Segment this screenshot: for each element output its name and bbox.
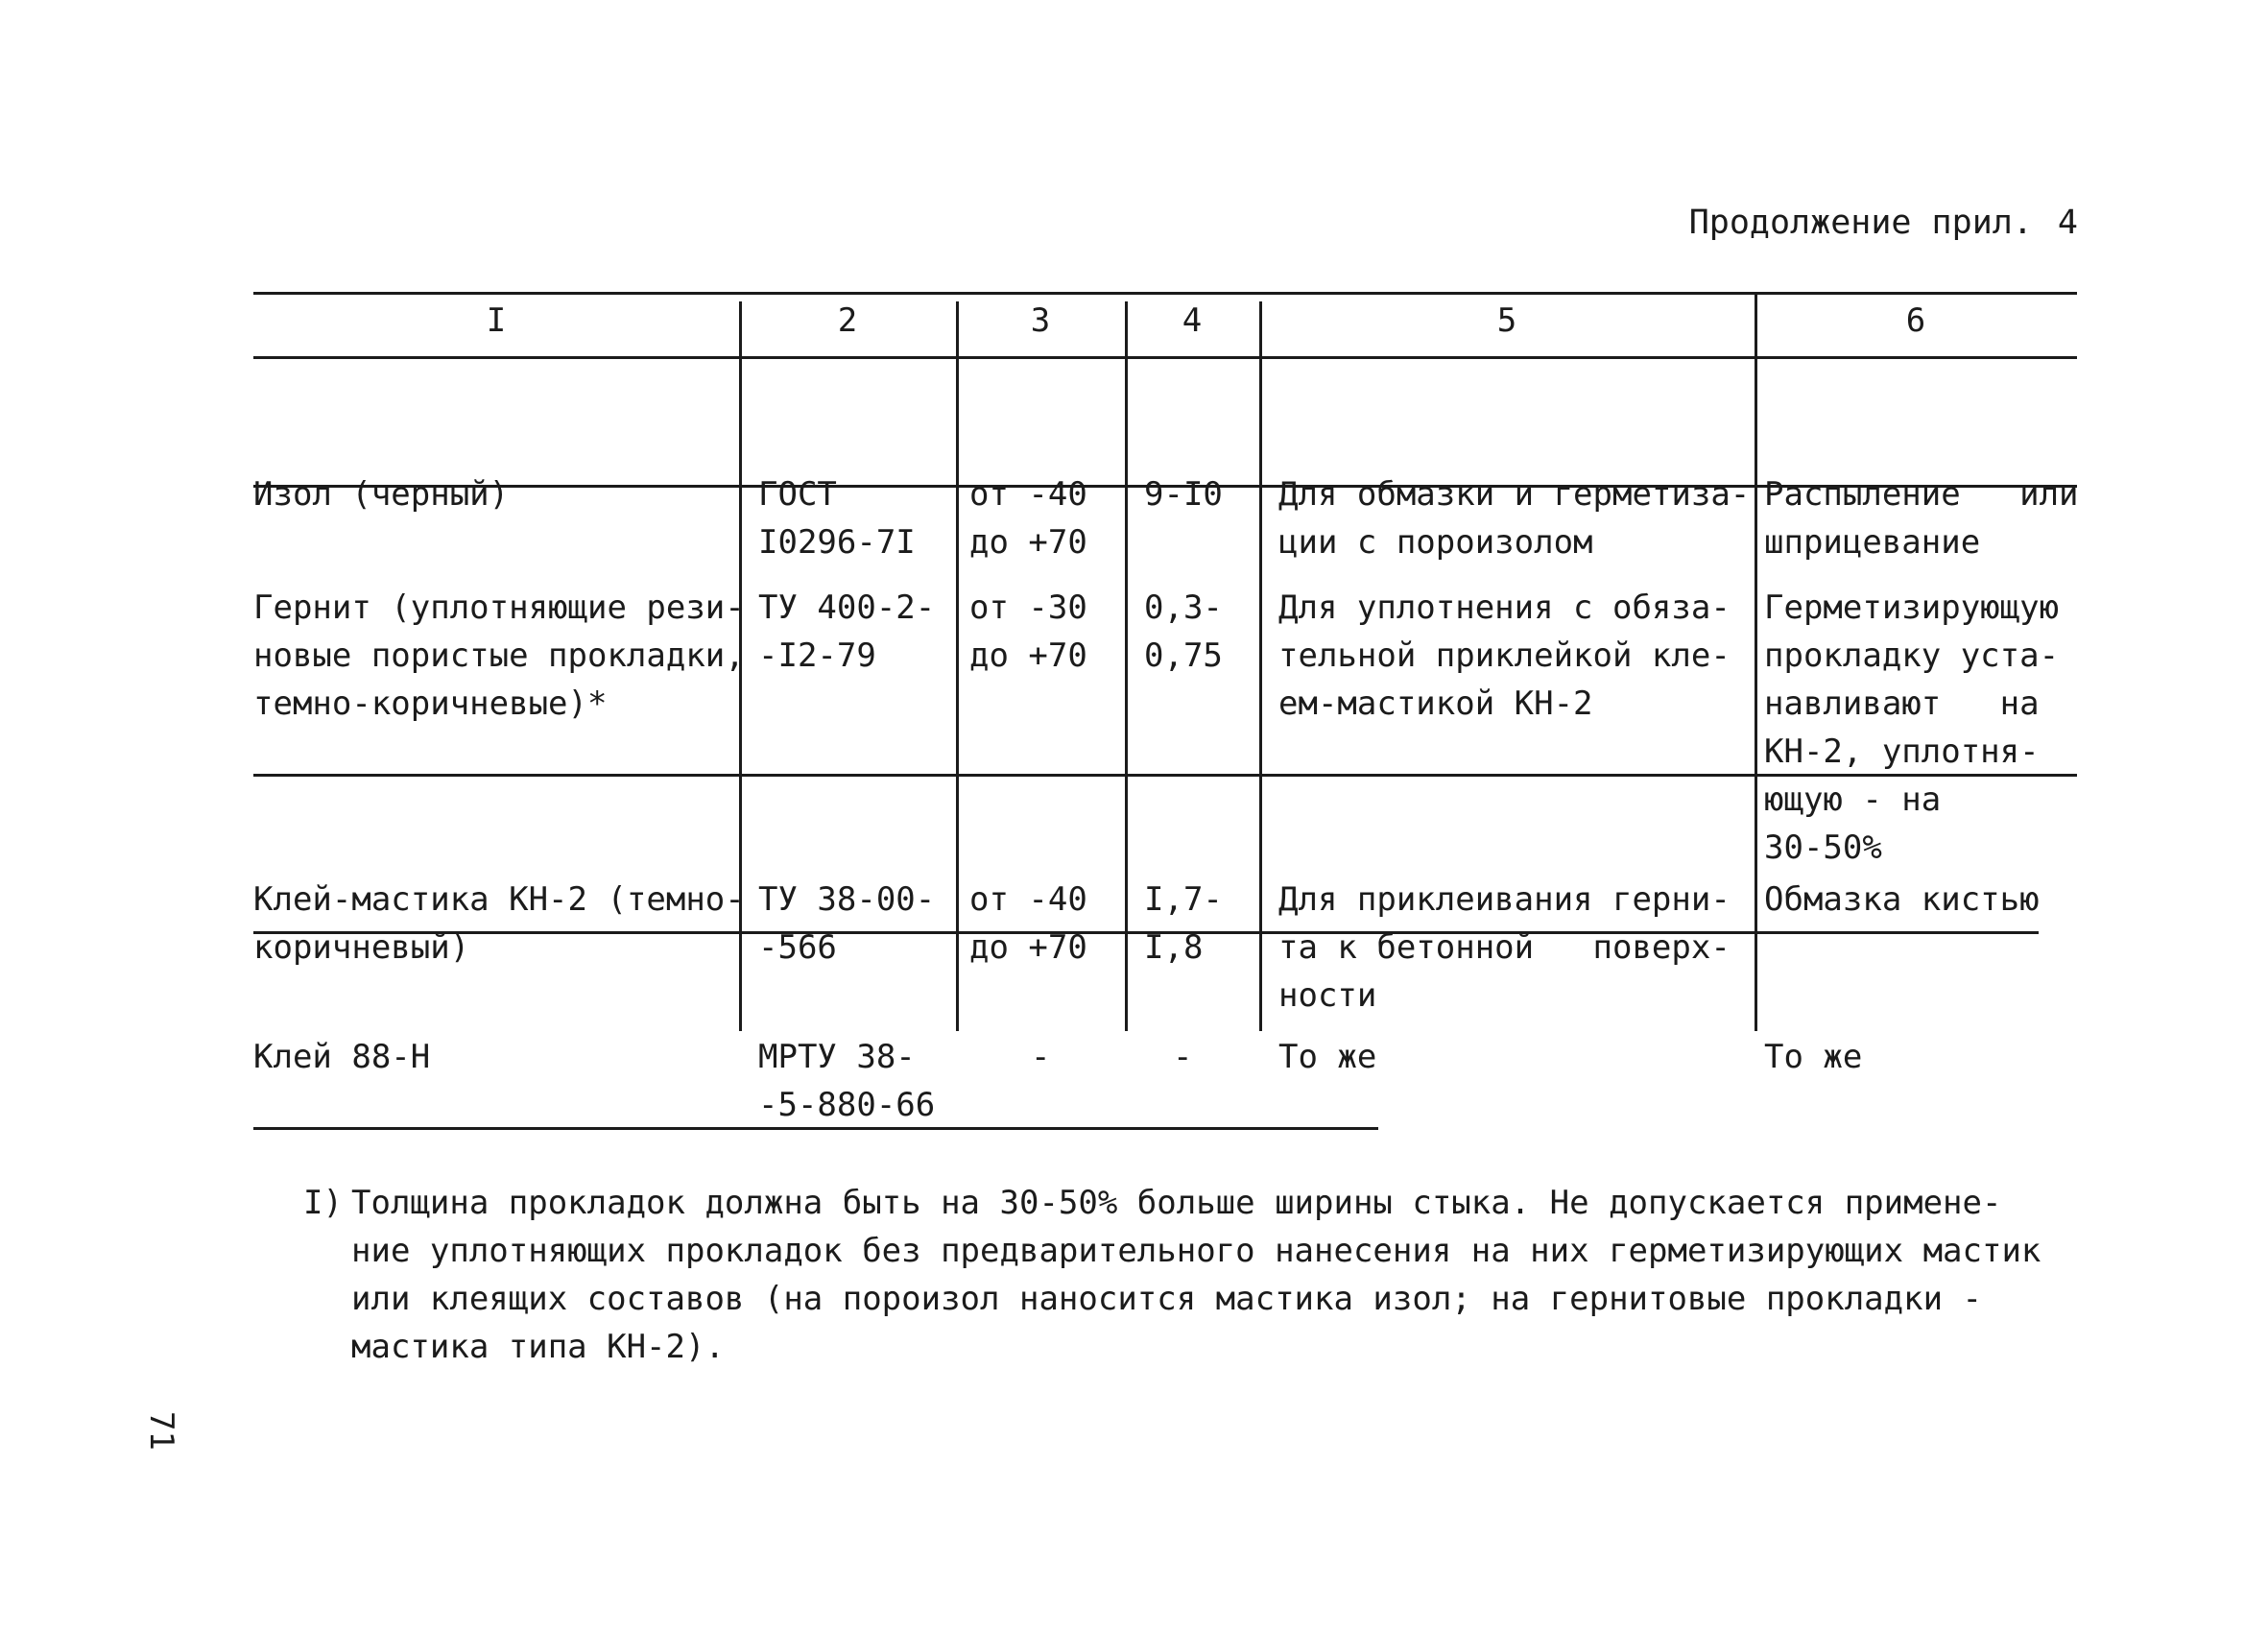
row2-col4: 0,3- 0,75 bbox=[1144, 588, 1223, 675]
col-divider-5 bbox=[1755, 292, 1757, 1031]
row4-material: Клей 88-Н bbox=[253, 1038, 431, 1076]
row2-purpose: Для уплотнения с обяза- тельной приклейкой кле- ем-мастикой КН-2 bbox=[1278, 588, 1731, 723]
row4-col4: - bbox=[1173, 1038, 1193, 1076]
continuation-header bbox=[1689, 204, 2078, 242]
materials-table bbox=[253, 292, 2079, 1124]
footnote-separator bbox=[253, 1127, 1378, 1130]
row3-temperature: от -40 до +70 bbox=[969, 880, 1087, 967]
row4-method: То же bbox=[1764, 1038, 1863, 1076]
header-bottom-rule bbox=[253, 356, 2077, 359]
row4-purpose: То же bbox=[1278, 1038, 1377, 1076]
row1-purpose: Для обмазки и герметиза- ции с пороизолом bbox=[1278, 475, 1751, 562]
row3-method: Обмазка кистью bbox=[1764, 880, 2040, 919]
page-number: 71 bbox=[142, 1411, 180, 1451]
footnote bbox=[303, 1179, 2079, 1371]
row2-standard: ТУ 400-2- -I2-79 bbox=[758, 588, 936, 675]
col-divider-3 bbox=[1125, 301, 1128, 1031]
col-header-4: 4 bbox=[1182, 301, 1203, 340]
col-header-5: 5 bbox=[1496, 301, 1517, 340]
col-header-2: 2 bbox=[837, 301, 858, 340]
row1-temperature: от -40 до +70 bbox=[969, 475, 1087, 562]
footnote-marker: I) bbox=[303, 1184, 343, 1222]
footnote-line: Толщина прокладок должна быть на 30-50% больше ширины стыка. Не допускается примене- bbox=[351, 1184, 2002, 1222]
row3-purpose: Для приклеивания герни- та к бетонной поверх- ности bbox=[1278, 880, 1731, 1015]
header-number: 4 bbox=[2057, 204, 2078, 242]
col-header-1: I bbox=[486, 301, 507, 340]
table-top-rule bbox=[253, 292, 2077, 295]
row2-temperature: от -30 до +70 bbox=[969, 588, 1087, 675]
row1-col4: 9-I0 bbox=[1144, 475, 1223, 514]
row1-material: Изол (черный) bbox=[253, 475, 510, 514]
col-header-3: 3 bbox=[1030, 301, 1051, 340]
row2-method: Герметизирующую прокладку уста- навливают на КН-2, уплотня- ющую - на 30-50% bbox=[1764, 588, 2060, 867]
row3-col4: I,7- I,8 bbox=[1144, 880, 1223, 967]
row1-standard: ГОСТ I0296-7I bbox=[758, 475, 916, 562]
row2-material: Гернит (уплотняющие рези- новые пористые прокладки, темно-коричневые)* bbox=[253, 588, 745, 723]
row3-material: Клей-мастика КН-2 (темно- коричневый) bbox=[253, 880, 745, 967]
footnote-line: ние уплотняющих прокладок без предварительного нанесения на них герметизирующих мастик bbox=[351, 1232, 2041, 1270]
row4-temperature: - bbox=[1031, 1038, 1051, 1076]
header-caption: Продолжение прил. bbox=[1688, 204, 2033, 242]
row4-standard: МРТУ 38- -5-880-66 bbox=[758, 1038, 936, 1124]
footnote-line: мастика типа КН-2). bbox=[351, 1328, 725, 1366]
row1-method: Распыление или шприцевание bbox=[1764, 475, 2079, 562]
row3-standard: ТУ 38-00- -566 bbox=[758, 880, 936, 967]
col-header-6: 6 bbox=[1905, 301, 1926, 340]
footnote-line: или клеящих составов (на пороизол наносится мастика изол; на гернитовые прокладки - bbox=[351, 1280, 1982, 1318]
col-divider-2 bbox=[956, 301, 959, 1031]
